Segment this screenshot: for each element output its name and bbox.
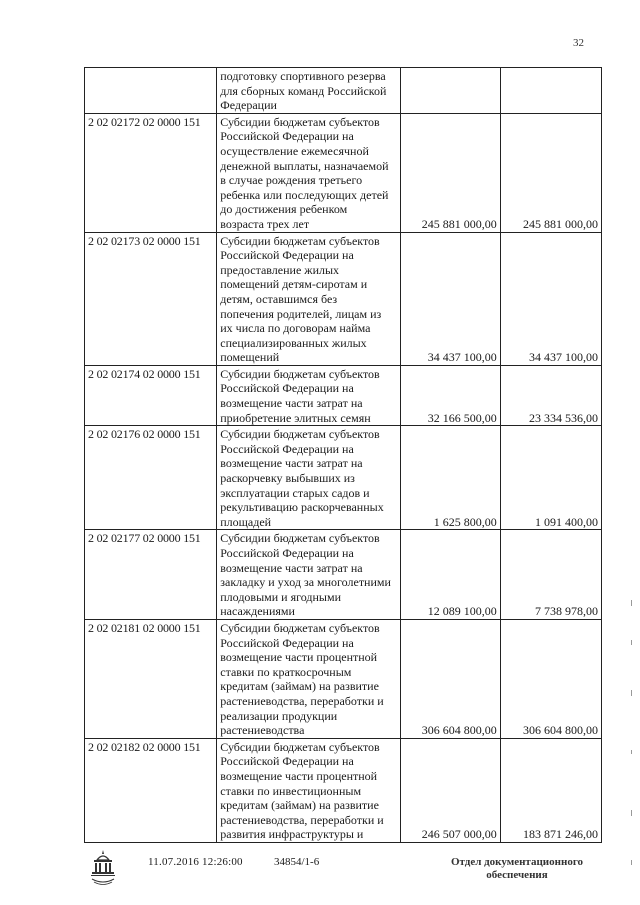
approved-amount-cell: 246 507 000,00 bbox=[400, 738, 500, 842]
description-line: кредитам (займам) на развитие bbox=[220, 679, 379, 694]
description-line: подготовку спортивного резерва bbox=[220, 69, 386, 83]
description-line: развития инфраструктуры и bbox=[220, 827, 364, 842]
approved-amount-cell: 34 437 100,00 bbox=[400, 232, 500, 365]
description-cell bbox=[217, 530, 400, 620]
description-line: реализации продукции bbox=[220, 708, 338, 723]
description-cell bbox=[217, 619, 400, 738]
description-cell bbox=[217, 738, 400, 842]
description-line: Федерации bbox=[220, 98, 277, 113]
revenue-code-cell: 2 02 02172 02 0000 151 bbox=[85, 113, 217, 232]
description-line: Субсидии бюджетам субъектов bbox=[220, 114, 380, 129]
revenue-code-cell: 2 02 02174 02 0000 151 bbox=[85, 365, 217, 425]
description-line: площадей bbox=[220, 514, 272, 529]
approved-amount-cell: 245 881 000,00 bbox=[400, 113, 500, 232]
description-line: Субсидии бюджетам субъектов bbox=[220, 427, 380, 442]
description-line: насаждениями bbox=[220, 604, 295, 619]
revenue-code-cell: 2 02 02181 02 0000 151 bbox=[85, 619, 217, 738]
description-line: помещений детям-сиротам и bbox=[220, 277, 368, 292]
description-line: приобретение элитных семян bbox=[220, 410, 371, 425]
description-line: ставки по инвестиционным bbox=[220, 783, 362, 798]
footer-department bbox=[436, 856, 598, 882]
table-row bbox=[85, 738, 602, 842]
description-line: Субсидии бюджетам субъектов bbox=[220, 366, 380, 381]
revenue-code-cell: 2 02 02177 02 0000 151 bbox=[85, 530, 217, 620]
executed-amount-cell: 306 604 800,00 bbox=[500, 619, 601, 738]
description-line: растениеводства, переработки и bbox=[220, 812, 384, 827]
description-line: Российской Федерации на bbox=[220, 129, 354, 144]
description-line: Российской Федерации на bbox=[220, 754, 354, 769]
revenue-code-cell: 2 02 02173 02 0000 151 bbox=[85, 232, 217, 365]
description-line: эксплуатации старых садов и bbox=[220, 485, 370, 500]
scan-edge-marks bbox=[630, 600, 634, 880]
description-line: ребенка или последующих детей bbox=[220, 187, 389, 202]
footer-department-line2: обеспечения bbox=[486, 869, 548, 881]
description-line: возмещение части затрат на bbox=[220, 456, 363, 471]
description-line: растениеводства, переработки и bbox=[220, 693, 384, 708]
table-row bbox=[85, 530, 602, 620]
description-line: рекультивацию раскорчеванных bbox=[220, 500, 384, 515]
executed-amount-cell: 245 881 000,00 bbox=[500, 113, 601, 232]
description-line: для сборных команд Российской bbox=[220, 83, 387, 98]
description-line: закладку и уход за многолетними bbox=[220, 575, 391, 590]
description-cell bbox=[217, 113, 400, 232]
description-line: до достижения ребенком bbox=[220, 202, 348, 217]
approved-amount-cell: 32 166 500,00 bbox=[400, 365, 500, 425]
table-row bbox=[85, 365, 602, 425]
footer-department-line1: Отдел документационного bbox=[450, 856, 584, 868]
executed-amount-cell bbox=[500, 68, 601, 114]
approved-amount-cell: 12 089 100,00 bbox=[400, 530, 500, 620]
budget-table-body bbox=[85, 68, 602, 843]
executed-amount-cell: 7 738 978,00 bbox=[500, 530, 601, 620]
footer-document-number: 34854/1-6 bbox=[274, 856, 320, 868]
description-line: возраста трех лет bbox=[220, 216, 310, 231]
table-row bbox=[85, 426, 602, 530]
description-line: кредитам (займам) на развитие bbox=[220, 798, 379, 813]
page-number: 32 bbox=[573, 37, 584, 49]
description-line: возмещение части процентной bbox=[220, 650, 378, 665]
approved-amount-cell bbox=[400, 68, 500, 114]
description-line: денежной выплаты, назначаемой bbox=[220, 158, 389, 173]
description-line: Субсидии бюджетам субъектов bbox=[220, 233, 380, 248]
description-cell bbox=[217, 232, 400, 365]
description-cell bbox=[217, 426, 400, 530]
approved-amount-cell: 1 625 800,00 bbox=[400, 426, 500, 530]
description-cell bbox=[217, 365, 400, 425]
description-cell bbox=[217, 68, 400, 114]
revenue-code-cell bbox=[85, 68, 217, 114]
description-line: предоставление жилых bbox=[220, 262, 340, 277]
description-line: раскорчевку выбывших из bbox=[220, 471, 355, 486]
description-line: детям, оставшимся без bbox=[220, 291, 338, 306]
description-line: Российской Федерации на bbox=[220, 441, 354, 456]
description-line: помещений bbox=[220, 350, 280, 365]
description-line: растениеводства bbox=[220, 723, 305, 738]
description-line: осуществление ежемесячной bbox=[220, 143, 369, 158]
description-line: Субсидии бюджетам субъектов bbox=[220, 531, 380, 546]
description-line: специализированных жилых bbox=[220, 335, 367, 350]
description-line: Российской Федерации на bbox=[220, 546, 354, 560]
executed-amount-cell: 183 871 246,00 bbox=[500, 738, 601, 842]
description-line: Российской Федерации на bbox=[220, 635, 354, 650]
description-line: возмещение части затрат на bbox=[220, 560, 363, 575]
executed-amount-cell: 1 091 400,00 bbox=[500, 426, 601, 530]
executed-amount-cell: 34 437 100,00 bbox=[500, 232, 601, 365]
footer-datetime: 11.07.2016 12:26:00 bbox=[148, 856, 243, 868]
description-line: в случае рождения третьего bbox=[220, 173, 363, 188]
description-line: попечения родителей, лицам из bbox=[220, 306, 382, 321]
description-line: Субсидии бюджетам субъектов bbox=[220, 620, 380, 635]
approved-amount-cell: 306 604 800,00 bbox=[400, 619, 500, 738]
revenue-code-cell: 2 02 02182 02 0000 151 bbox=[85, 738, 217, 842]
table-row bbox=[85, 113, 602, 232]
table-row bbox=[85, 232, 602, 365]
revenue-code-cell: 2 02 02176 02 0000 151 bbox=[85, 426, 217, 530]
description-line: их числа по договорам найма bbox=[220, 321, 371, 336]
description-line: Российской Федерации на bbox=[220, 381, 354, 396]
executed-amount-cell: 23 334 536,00 bbox=[500, 365, 601, 425]
table-row bbox=[85, 68, 602, 114]
description-line: возмещение части затрат на bbox=[220, 396, 363, 411]
description-line: плодовыми и ягодными bbox=[220, 589, 341, 604]
description-line: ставки по краткосрочным bbox=[220, 664, 352, 679]
budget-table bbox=[84, 67, 602, 843]
description-line: Субсидии бюджетам субъектов bbox=[220, 739, 380, 754]
duma-building-icon bbox=[88, 848, 118, 888]
table-row bbox=[85, 619, 602, 738]
description-line: возмещение части процентной bbox=[220, 768, 378, 783]
description-line: Российской Федерации на bbox=[220, 248, 354, 263]
